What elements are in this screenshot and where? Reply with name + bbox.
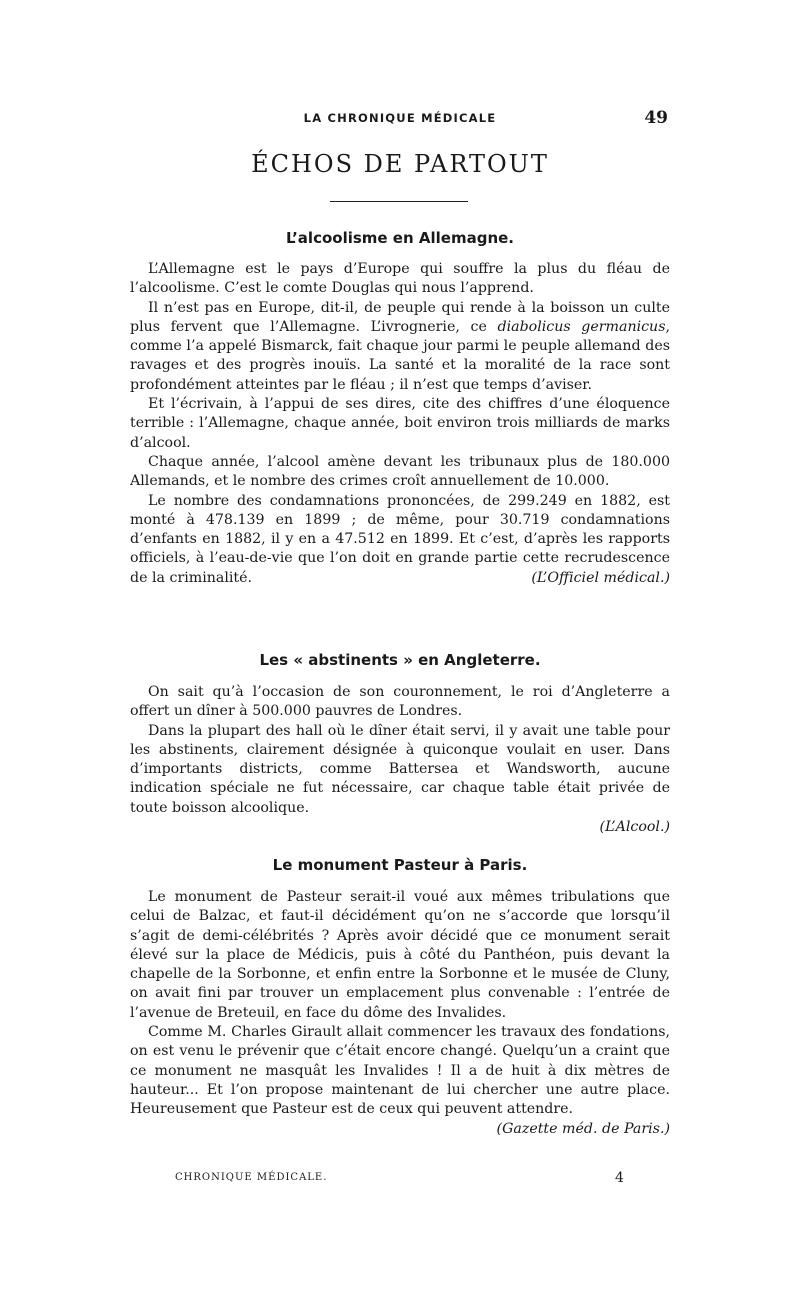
- title-divider: [330, 201, 468, 202]
- paragraph: [130, 492, 670, 588]
- page-footer: [175, 1172, 655, 1190]
- page-title: ÉCHOS DE PARTOUT: [251, 150, 549, 178]
- source-citation: (L’Alcool.): [599, 819, 670, 836]
- paragraph-text: Comme M. Charles Girault allait commencer les travaux des fondations, on est venu le prévenir que c’était encore changé. Quelqu’un a craint que ce monument ne masquât les Invalides ! Il a de huit à dix mètres de hauteur... Et l’on propose maintenant de lui chercher une autre place. Heureusement que Pasteur est de ceux qui peuvent attendre.: [130, 1024, 670, 1118]
- section-body-alcoolisme: [130, 260, 670, 588]
- running-title: LA CHRONIQUE MÉDICALE: [303, 111, 497, 125]
- page-number: 49: [644, 108, 668, 128]
- paragraph-text: , comme l’a appelé Bismarck, fait chaque jour parmi le peuple allemand des ravages et des progrès inouïs. La santé et la moralité de la race sont profondément atteintes par le fléau ; il n’est que temps d’aviser.: [130, 318, 670, 393]
- paragraph: Le monument de Pasteur serait-il voué aux mêmes tribulations que celui de Balzac, et faut-il décidément qu’on ne s’accorde que lorsqu’il s’agit de demi-célébrités ? Après avoir décidé que ce monument serait élevé sur la place de Médicis, puis à côté du Panthéon, puis devant la chapelle de la Sorbonne, et enfin entre la Sorbonne et le musée de Cluny, on avait fini par trouver un emplacement plus convenable : l’entrée de l’avenue de Breteuil, en face du dôme des Invalides.: [130, 889, 670, 1021]
- section-body-abstinents: [130, 683, 670, 837]
- section-body-pasteur: [130, 888, 670, 1139]
- paragraph-text: Le nombre des condamnations prononcées, de 299.249 en 1882, est monté à 478.139 en 1899 ; de même, pour 30.719 condamnations d’enfants en 1882, il y en a 47.512 en 1899. Et c’est, d’après les rapports officiels, à l’eau-de-vie que l’on doit en grande partie cette recrudescence de la criminalité.: [130, 492, 670, 586]
- paragraph: Dans la plupart des hall où le dîner était servi, il y avait une table pour les abstinents, clairement désignée à quiconque voulait en user. Dans d’importants districts, comme Battersea et Wandsworth, aucune indication spéciale ne fut nécessaire, car chaque table était privée de toute boisson alcoolique.: [130, 722, 670, 816]
- footer-signature: CHRONIQUE MÉDICALE.: [175, 1172, 328, 1183]
- source-citation: (Gazette méd. de Paris.): [496, 1120, 670, 1137]
- paragraph: [130, 299, 670, 395]
- footer-sheet-number: 4: [615, 1170, 624, 1186]
- section-heading-pasteur: Le monument Pasteur à Paris.: [272, 856, 528, 874]
- paragraph: Et l’écrivain, à l’appui de ses dires, cite des chiffres d’une éloquence terrible : l’Allemagne, chaque année, boit environ trois milliards de marks d’alcool.: [130, 396, 670, 451]
- section-heading-alcoolisme: L’alcoolisme en Allemagne.: [286, 229, 514, 247]
- section-heading-abstinents: Les « abstinents » en Angleterre.: [259, 651, 541, 669]
- running-head: [130, 108, 670, 130]
- paragraph: On sait qu’à l’occasion de son couronnement, le roi d’Angleterre a offert un dîner à 500.000 pauvres de Londres.: [130, 684, 670, 720]
- paragraph: [130, 1023, 670, 1137]
- source-citation: (L’Officiel médical.): [531, 569, 670, 586]
- paragraph-text: Il n’est pas en Europe, dit-il, de peuple qui rende à la boisson un culte plus fervent que l’Allemagne. L’ivrognerie, ce: [130, 299, 670, 335]
- latin-phrase: diabolicus germanicus: [497, 318, 666, 335]
- paragraph: L’Allemagne est le pays d’Europe qui souffre la plus du fléau de l’alcoolisme. C’est le comte Douglas qui nous l’apprend.: [130, 261, 670, 297]
- paragraph: Chaque année, l’alcool amène devant les tribunaux plus de 180.000 Allemands, et le nombre des crimes croît annuellement de 10.000.: [130, 453, 670, 490]
